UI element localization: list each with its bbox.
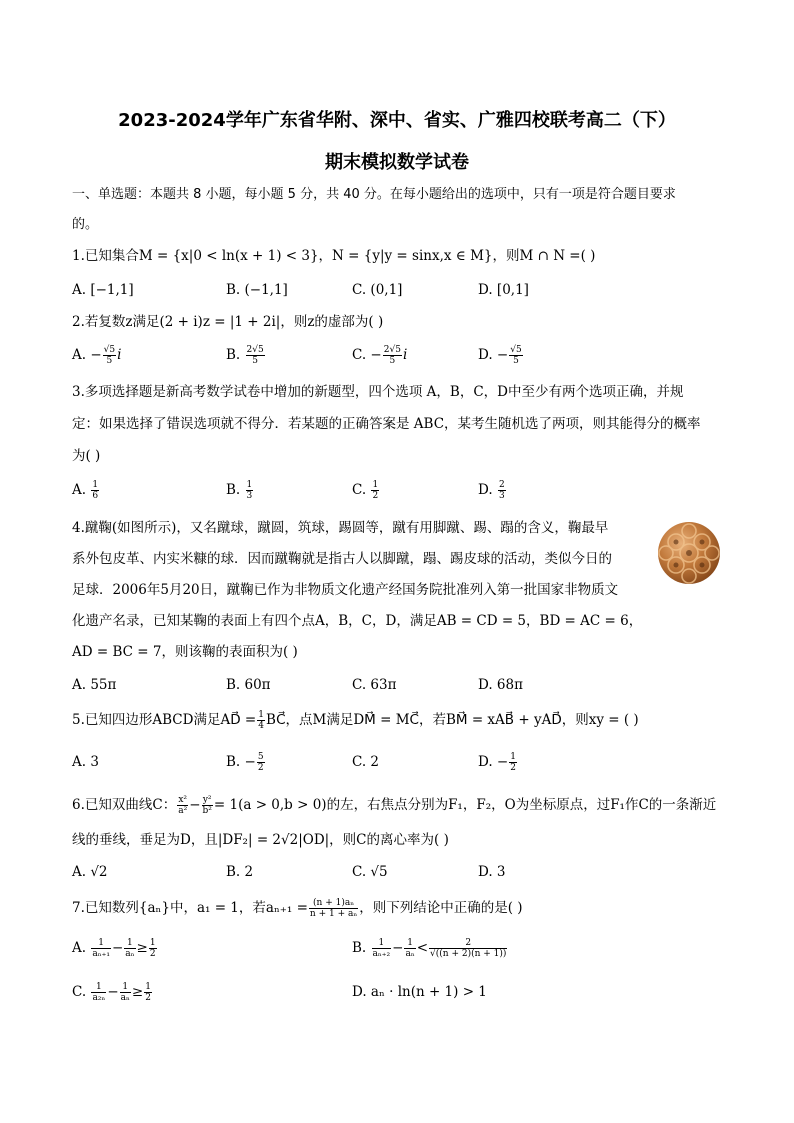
question-3-option-c (352, 480, 380, 501)
stem-part-1: 5.已知四边形ABCD满足AD⃗ = (72, 712, 257, 728)
numerator: 1 (246, 480, 253, 490)
denominator: 4 (258, 721, 264, 731)
exam-title-line1: 2023-2024学年广东省华附、深中、省实、广雅四校联考高二（下） (118, 110, 676, 131)
numerator: 2√5 (383, 345, 401, 355)
fraction (383, 345, 402, 366)
relation-sign: ≥ (136, 940, 148, 956)
question-5-option-b (226, 752, 266, 773)
question-5-option-a: A. 3 (72, 754, 99, 770)
fraction (246, 480, 254, 501)
fraction (120, 982, 131, 1003)
stem-part-1: 7.已知数列{aₙ}中，a₁ = 1，若aₙ₊₁ = (72, 900, 308, 916)
question-4-line4: 化遗产名录，已知某鞠的表面上有四个点A，B，C，D，满足AB = CD = 5，BD = AC = 6， (72, 613, 643, 629)
denominator: 5 (106, 356, 113, 366)
question-1-stem: 1.已知集合M = {x|0 < ln(x + 1) < 3}，N = {y|y = sinx,x ∈ M}，则M ∩ N =( ) (72, 248, 596, 264)
numerator: x² (178, 795, 188, 805)
denominator: 5 (252, 356, 258, 366)
question-4-option-b: B. 60π (226, 677, 271, 693)
numerator: 1 (149, 938, 156, 948)
minus-sign: − (107, 984, 119, 1000)
option-prefix: D. (478, 482, 497, 498)
denominator: 3 (498, 491, 505, 501)
denominator: aₙ (125, 949, 135, 959)
question-1-option-d: D. [0,1] (478, 282, 529, 298)
numerator: 2 (429, 938, 507, 949)
denominator: n + 1 + aₙ (309, 909, 358, 919)
relation-sign: < (416, 940, 429, 956)
section-instructions-line2: 的。 (72, 217, 99, 232)
question-1-option-c: C. (0,1] (352, 282, 403, 298)
numerator: 1 (91, 982, 106, 993)
question-7-option-a (72, 938, 158, 959)
numerator: √5 (510, 345, 522, 355)
question-2-option-b (226, 345, 266, 366)
fraction (177, 795, 188, 816)
question-4-line2: 系外包皮革、内实米糠的球．因而蹴鞠就是指古人以脚蹴，蹋、踢皮球的活动，类似今日的 (72, 551, 612, 567)
option-prefix: C. (72, 984, 91, 1000)
question-4-option-a: A. 55π (72, 677, 117, 693)
question-4-line3: 足球．2006年5月20日，蹴鞠已作为非物质文化遗产经国务院批准列入第一批国家非物质文 (72, 582, 619, 598)
fraction (429, 938, 507, 959)
fraction (498, 480, 506, 501)
stem-part-2: ，则下列结论中正确的是( ) (359, 900, 523, 916)
fraction (371, 480, 379, 501)
question-6-option-d: D. 3 (478, 864, 506, 880)
question-2-stem: 2.若复数z满足(2 + i)z = |1 + 2i|，则z的虚部为( ) (72, 314, 384, 330)
fraction (124, 938, 135, 959)
denominator: √((n + 2)(n + 1)) (430, 949, 507, 959)
denominator: aₙ (405, 949, 415, 959)
numerator: y² (202, 795, 212, 805)
question-4-option-d: D. 68π (478, 677, 523, 693)
numerator: 1 (404, 938, 415, 949)
fraction (257, 710, 265, 731)
numerator: 1 (120, 982, 131, 993)
question-7-option-d: D. aₙ · ln(n + 1) > 1 (352, 984, 487, 1000)
numerator: 1 (258, 710, 264, 720)
numerator: 1 (510, 752, 516, 762)
section-instructions-line1: 一、单选题：本题共 8 小题，每小题 5 分，共 40 分。在每小题给出的选项中，只有一项是符合题目要求 (72, 187, 676, 202)
question-3-option-b (226, 480, 254, 501)
denominator: a² (178, 806, 188, 816)
denominator: 3 (246, 491, 253, 501)
question-7-option-c (72, 982, 153, 1003)
minus-sign: − (392, 940, 404, 956)
fraction (144, 982, 152, 1003)
stem-part-2: = 1(a > 0,b > 0)的左，右焦点分别为F₁，F₂，O为坐标原点，过F₁作C的一条渐近 (213, 797, 717, 813)
fraction (202, 795, 213, 816)
question-7-option-b (352, 938, 508, 959)
fraction (246, 345, 265, 366)
numerator: 2 (498, 480, 505, 490)
question-2-option-a (72, 345, 121, 366)
numerator: 1 (91, 938, 111, 949)
question-7-stem (72, 898, 523, 919)
question-5-option-c: C. 2 (352, 754, 380, 770)
fraction (103, 345, 116, 366)
numerator: 1 (145, 982, 151, 992)
question-6-option-c: C. √5 (352, 864, 388, 880)
stem-part-2: BC⃗，点M满足DM⃗ = MC⃗，若BM⃗ = xAB⃗ + yAD⃗，则xy = ( ) (265, 712, 639, 728)
question-5-stem (72, 710, 639, 731)
option-suffix: i (117, 347, 122, 363)
option-prefix: A. − (72, 347, 102, 363)
question-6-option-a: A. √2 (72, 864, 108, 880)
minus-sign: − (189, 797, 201, 813)
exam-title-line2: 期末模拟数学试卷 (325, 152, 469, 173)
question-6-line1 (72, 795, 716, 816)
denominator: 2 (149, 949, 156, 959)
numerator: (n + 1)aₙ (309, 898, 358, 909)
question-3-option-d (478, 480, 507, 501)
question-5-option-d (478, 752, 518, 773)
fraction (509, 752, 517, 773)
option-prefix: B. − (226, 754, 256, 770)
denominator: 2 (372, 491, 379, 501)
numerator: √5 (103, 345, 116, 355)
fraction (91, 982, 106, 1003)
question-2-option-c (352, 345, 407, 366)
question-6-option-b: B. 2 (226, 864, 254, 880)
option-prefix: B. (226, 347, 245, 363)
denominator: a₂ₙ (92, 993, 106, 1003)
option-prefix: B. (226, 482, 245, 498)
fraction (309, 898, 358, 919)
denominator: aₙ₊₂ (372, 949, 391, 959)
question-3-line2: 定：如果选择了错误选项就不得分．若某题的正确答案是 ABC，某考生随机选了两项，则其能得分的概率 (72, 416, 701, 432)
option-prefix: A. (72, 482, 91, 498)
fraction (404, 938, 415, 959)
fraction (372, 938, 392, 959)
fraction (149, 938, 157, 959)
denominator: 6 (92, 491, 99, 501)
denominator: 2 (510, 763, 516, 773)
denominator: 5 (513, 356, 519, 366)
option-prefix: B. (352, 940, 371, 956)
fraction (91, 480, 99, 501)
minus-sign: − (111, 940, 124, 956)
numerator: 1 (372, 480, 379, 490)
option-prefix: C. − (352, 347, 382, 363)
option-prefix: C. (352, 482, 371, 498)
question-1-option-b: B. (−1,1] (226, 282, 288, 298)
denominator: 5 (389, 356, 396, 366)
cuju-weave-pattern (658, 522, 720, 584)
numerator: 2√5 (246, 345, 264, 355)
question-4-line5: AD = BC = 7，则该鞠的表面积为( ) (72, 644, 298, 660)
cuju-ball-image (658, 522, 720, 584)
question-1-option-a: A. [−1,1] (72, 282, 134, 298)
denominator: 2 (257, 763, 264, 773)
option-suffix: i (402, 347, 408, 363)
option-prefix: A. (72, 940, 91, 956)
denominator: aₙ (120, 993, 130, 1003)
numerator: 1 (124, 938, 135, 949)
question-4-option-c: C. 63π (352, 677, 397, 693)
option-prefix: D. − (478, 347, 509, 363)
fraction (257, 752, 265, 773)
relation-sign: ≥ (131, 984, 144, 1000)
stem-part-1: 6.已知双曲线C： (72, 797, 177, 813)
question-3-option-a (72, 480, 100, 501)
denominator: 2 (145, 993, 151, 1003)
fraction (509, 345, 522, 366)
question-6-line2: 线的垂线，垂足为D，且|DF₂| = 2√2|OD|，则C的离心率为( ) (72, 832, 449, 848)
question-2-option-d (478, 345, 524, 366)
question-3-line1: 3.多项选择题是新高考数学试卷中增加的新题型，四个选项 A，B，C，D中至少有两个选项正确，并规 (72, 384, 684, 400)
option-prefix: D. − (478, 754, 509, 770)
denominator: b² (202, 806, 212, 816)
denominator: aₙ₊₁ (92, 949, 110, 959)
numerator: 1 (372, 938, 392, 949)
fraction (91, 938, 111, 959)
question-3-line3: 为( ) (72, 448, 101, 464)
question-4-line1: 4.蹴鞠(如图所示)，又名蹴球，蹴圆，筑球，踢圆等，蹴有用脚蹴、踢、蹋的含义，鞠最早 (72, 520, 609, 536)
numerator: 5 (257, 752, 264, 762)
numerator: 1 (92, 480, 99, 490)
